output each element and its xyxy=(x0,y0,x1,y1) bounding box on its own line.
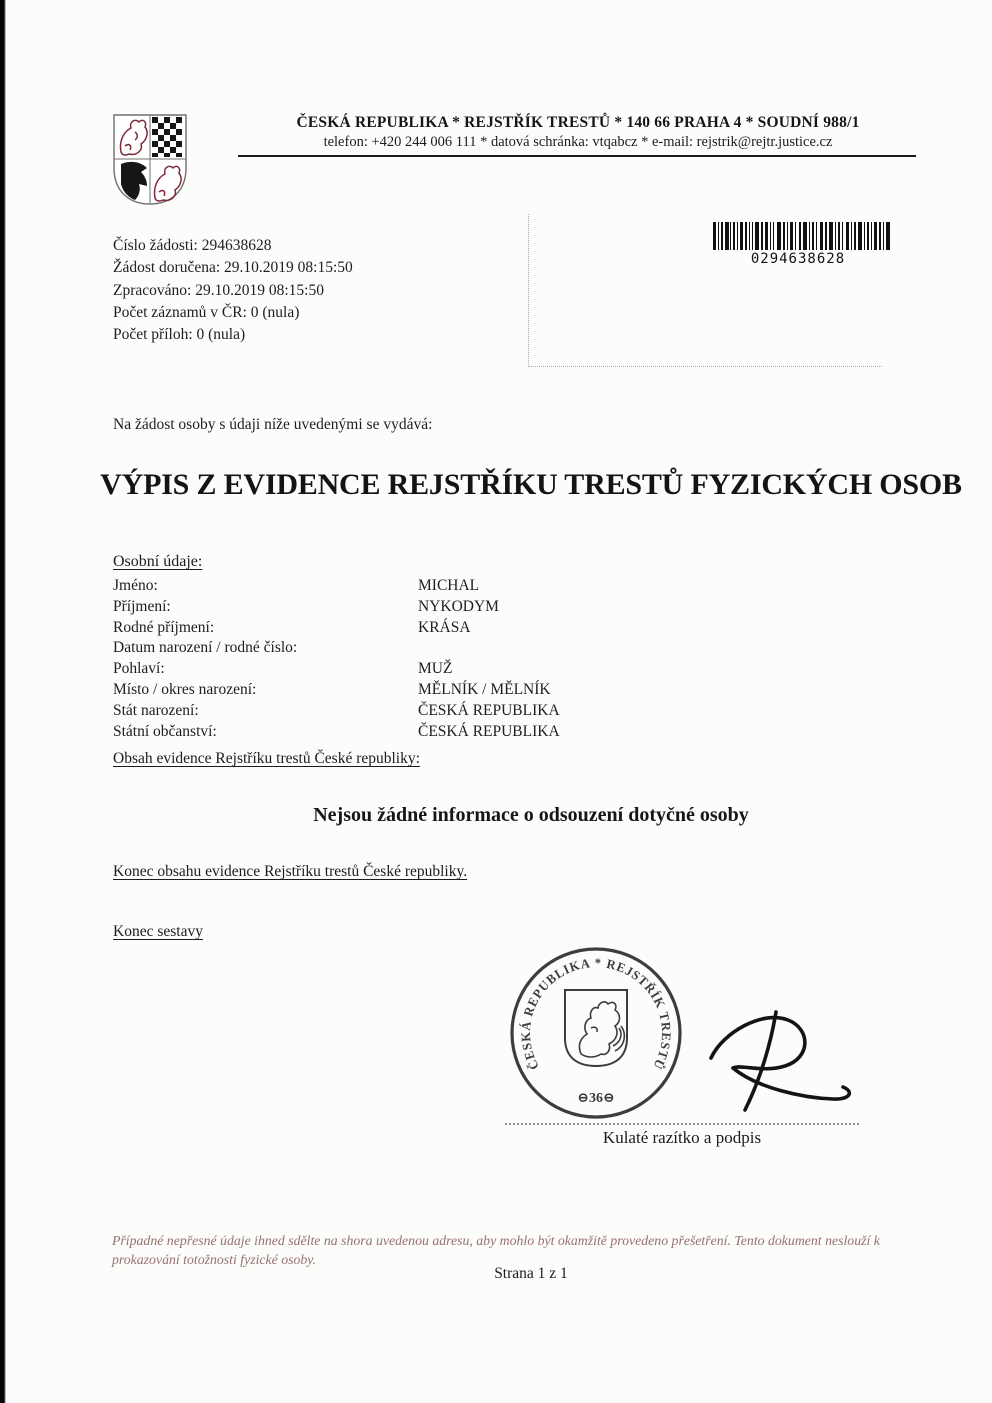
letterhead-rule xyxy=(238,155,916,157)
end-of-report-line: Konec sestavy xyxy=(113,923,203,940)
field-label: Příjmení: xyxy=(113,597,171,615)
field-label: Datum narození / rodné číslo: xyxy=(113,639,298,657)
stamp-signature-caption: Kulaté razítko a podpis xyxy=(602,1128,762,1147)
issue-statement: Na žádost osoby s údaji níže uvedenými se vydává: xyxy=(113,416,433,433)
signature-dotted-line xyxy=(505,1123,859,1125)
field-row xyxy=(113,659,813,680)
field-row xyxy=(113,618,813,639)
record-count: Počet záznamů v ČR: 0 (nula) xyxy=(113,303,300,321)
field-row xyxy=(113,722,813,743)
barcode-box xyxy=(528,214,882,367)
field-value: MUŽ xyxy=(418,660,453,678)
stamp-lion xyxy=(579,1002,624,1057)
barcode xyxy=(713,222,891,250)
field-row xyxy=(113,597,813,618)
page-number: Strana 1 z 1 xyxy=(494,1265,568,1282)
letterhead xyxy=(240,114,916,151)
field-row xyxy=(113,638,813,659)
personal-data-section xyxy=(113,553,813,742)
field-value: ČESKÁ REPUBLIKA xyxy=(418,722,560,740)
field-value: ČESKÁ REPUBLIKA xyxy=(418,701,560,719)
scan-edge-artifact xyxy=(0,0,6,1403)
request-info xyxy=(113,235,353,346)
request-processed: Zpracováno: 29.10.2019 08:15:50 xyxy=(113,281,324,299)
field-value: NYKODYM xyxy=(418,597,499,615)
no-conviction-statement: Nejsou žádné informace o odsouzení dotyčné osoby xyxy=(313,804,749,826)
field-label: Státní občanství: xyxy=(113,722,217,740)
register-content-heading: Obsah evidence Rejstříku trestů České republiky: xyxy=(113,750,420,767)
field-row xyxy=(113,576,813,597)
request-number: Číslo žádosti: 294638628 xyxy=(113,237,272,254)
field-value: MICHAL xyxy=(418,577,480,594)
signature xyxy=(693,1006,871,1124)
field-row xyxy=(113,701,813,722)
personal-data-heading: Osobní údaje: xyxy=(113,553,203,570)
attachment-count: Počet příloh: 0 (nula) xyxy=(113,326,246,344)
request-received: Žádost doručena: 29.10.2019 08:15:50 xyxy=(113,259,353,277)
field-label: Jméno: xyxy=(113,577,158,594)
stamp-number: ⊖36⊖ xyxy=(577,1091,615,1106)
letterhead-line1: ČESKÁ REPUBLIKA * REJSTŘÍK TRESTŮ * 140 66 PRAHA 4 * SOUDNÍ 988/1 xyxy=(296,114,860,131)
field-value: KRÁSA xyxy=(418,618,471,636)
letterhead-line2: telefon: +420 244 006 111 * datová schránka: vtqabcz * e-mail: rejstrik@rejtr.justice.cz xyxy=(323,134,833,150)
field-label: Pohlaví: xyxy=(113,660,165,678)
footer-notice: Případné nepřesné údaje ihned sdělte na shora uvedenou adresu, aby mohlo být okamžitě provedeno přešetření. Tento dokument neslouží k prokazování totožnosti fyzické osoby. xyxy=(112,1233,880,1267)
coat-of-arms xyxy=(111,112,189,208)
svg-text:ČESKÁ REPUBLIKA * REJSTŘÍK TRE xyxy=(518,955,674,1072)
stamp-ring-text: ČESKÁ REPUBLIKA * REJSTŘÍK TRESTŮ xyxy=(517,955,675,1073)
official-round-stamp xyxy=(503,940,689,1126)
document-title: VÝPIS Z EVIDENCE REJSTŘÍKU TRESTŮ FYZICKÝCH OSOB xyxy=(100,468,962,501)
barcode-number: 0294638628 xyxy=(750,251,846,267)
field-label: Rodné příjmení: xyxy=(113,618,215,636)
field-value: MĚLNÍK / MĚLNÍK xyxy=(418,680,551,698)
end-of-content-line: Konec obsahu evidence Rejstříku trestů České republiky. xyxy=(113,863,468,880)
field-row xyxy=(113,680,813,701)
field-label: Místo / okres narození: xyxy=(113,680,257,698)
redacted-value xyxy=(418,638,813,659)
stamp-shield xyxy=(565,990,627,1066)
field-label: Stát narození: xyxy=(113,701,199,719)
